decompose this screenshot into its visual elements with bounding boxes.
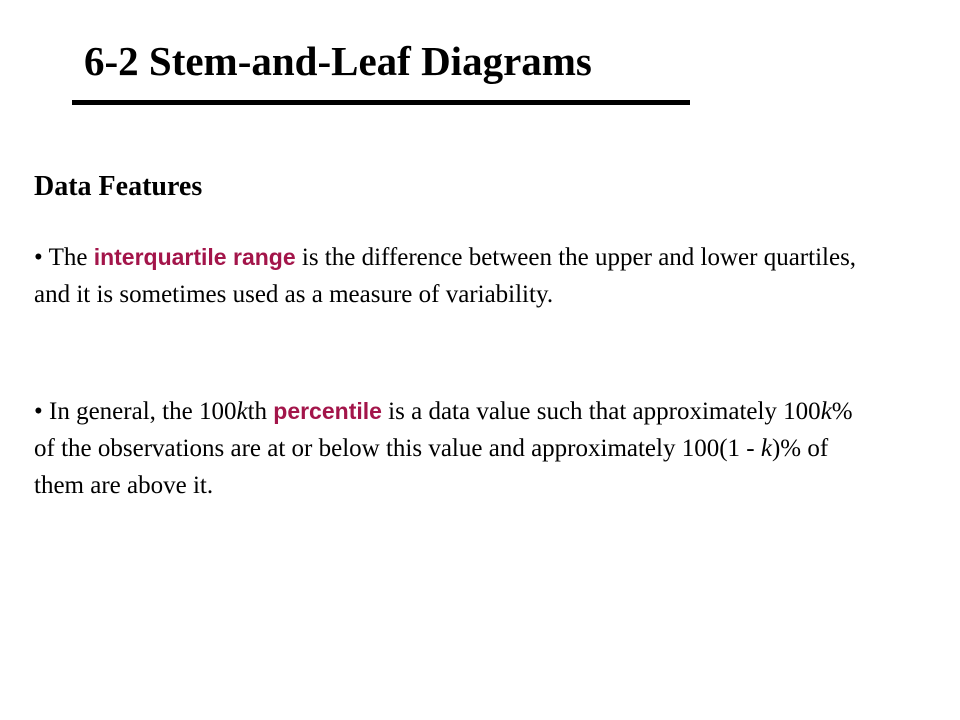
bullet-text: The xyxy=(42,244,94,271)
bullet-marker: • xyxy=(34,398,43,425)
bullet-text: )% of them are above it. xyxy=(34,435,829,499)
term-interquartile-range: interquartile range xyxy=(93,244,296,270)
variable-k: k xyxy=(820,398,832,425)
variable-k: k xyxy=(236,398,248,425)
bullet-text: is a data value such that approximately 100 xyxy=(381,398,821,425)
bullet-percentile xyxy=(34,393,864,504)
variable-k: k xyxy=(760,435,772,462)
section-heading: Data Features xyxy=(34,171,203,202)
bullet-text: th xyxy=(247,398,274,425)
bullet-interquartile-range xyxy=(34,239,864,313)
term-percentile: percentile xyxy=(273,398,382,424)
bullet-marker: • xyxy=(34,244,43,271)
title-underline xyxy=(72,100,690,105)
slide-title: 6-2 Stem-and-Leaf Diagrams xyxy=(84,38,592,84)
bullet-text: In general, the 100 xyxy=(42,398,237,425)
bullet-text: is the difference between the upper and lower quartiles, and it is sometimes used as a measure of variability. xyxy=(34,244,857,308)
bullet-text: % of the observations are at or below this value and approximately 100(1 - xyxy=(34,398,853,462)
